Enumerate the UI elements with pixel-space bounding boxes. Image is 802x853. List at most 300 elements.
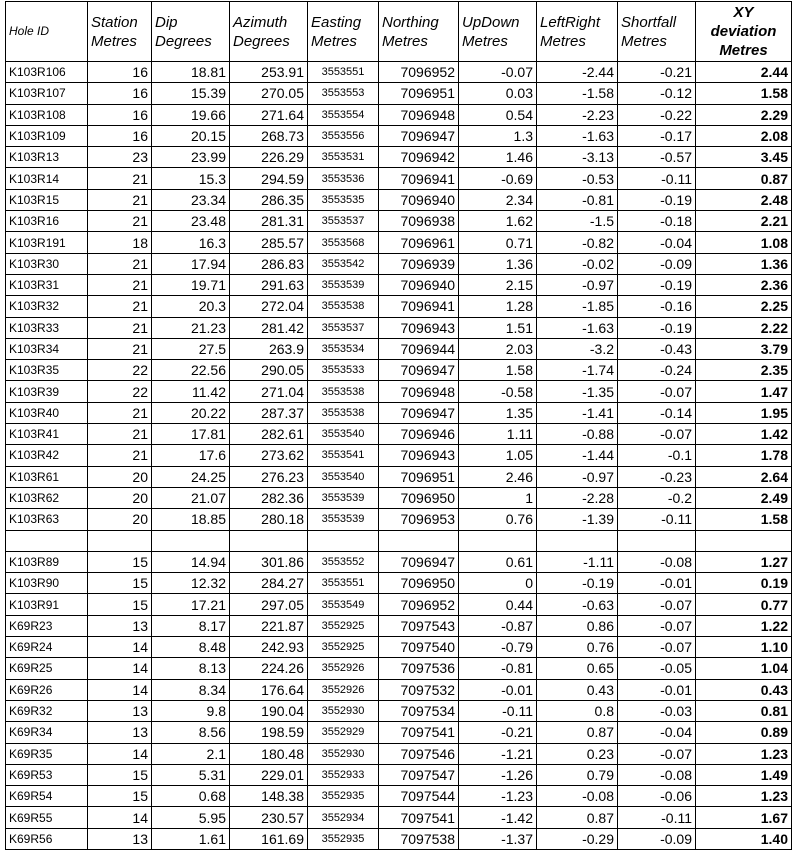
cell-updown: 1.28 [459, 296, 537, 317]
cell-easting: 3553534 [308, 338, 379, 359]
cell-station: 15 [88, 786, 152, 807]
table-body [6, 62, 792, 850]
cell-hole-id: K103R63 [6, 509, 88, 530]
cell-azimuth: 198.59 [230, 722, 308, 743]
cell-station: 21 [88, 402, 152, 423]
cell-azimuth: 272.04 [230, 296, 308, 317]
cell-northing: 7096942 [379, 147, 459, 168]
cell-shortfall: -0.04 [618, 232, 696, 253]
cell-updown: 2.03 [459, 338, 537, 359]
cell-northing: 7097543 [379, 615, 459, 636]
table-row [6, 424, 792, 445]
cell-dip: 23.48 [152, 211, 230, 232]
cell-dip: 22.56 [152, 360, 230, 381]
cell-shortfall: -0.01 [618, 679, 696, 700]
cell-hole-id: K103R40 [6, 402, 88, 423]
cell-easting: 3553538 [308, 381, 379, 402]
cell-shortfall: -0.01 [618, 573, 696, 594]
cell-leftright: -0.53 [537, 168, 618, 189]
cell-northing: 7097541 [379, 807, 459, 828]
cell-leftright: -1.63 [537, 125, 618, 146]
cell-hole-id: K103R16 [6, 211, 88, 232]
cell-xy-deviation: 2.29 [696, 104, 792, 125]
cell-xy-deviation: 1.67 [696, 807, 792, 828]
cell-northing: 7096941 [379, 168, 459, 189]
cell-easting: 3552925 [308, 637, 379, 658]
cell-updown: 2.34 [459, 189, 537, 210]
table-row [6, 338, 792, 359]
cell-shortfall: -0.18 [618, 211, 696, 232]
table-row [6, 828, 792, 849]
cell-leftright: -0.19 [537, 573, 618, 594]
cell-shortfall: -0.06 [618, 786, 696, 807]
cell-xy-deviation: 2.35 [696, 360, 792, 381]
cell-azimuth: 290.05 [230, 360, 308, 381]
cell-easting: 3553538 [308, 296, 379, 317]
cell-northing: 7096947 [379, 360, 459, 381]
cell-updown: -1.21 [459, 743, 537, 764]
cell-leftright: 0.65 [537, 658, 618, 679]
cell-xy-deviation: 1.49 [696, 764, 792, 785]
cell-azimuth: 286.35 [230, 189, 308, 210]
cell-easting: 3553554 [308, 104, 379, 125]
cell-leftright: -1.44 [537, 445, 618, 466]
cell-leftright: -0.63 [537, 594, 618, 615]
cell-dip: 23.34 [152, 189, 230, 210]
table-row [6, 487, 792, 508]
cell-xy-deviation: 2.36 [696, 274, 792, 295]
cell-shortfall: -0.17 [618, 125, 696, 146]
cell-updown: 2.46 [459, 466, 537, 487]
cell-leftright: -0.97 [537, 274, 618, 295]
cell-station: 20 [88, 466, 152, 487]
cell-station: 13 [88, 700, 152, 721]
cell-xy-deviation: 1.10 [696, 637, 792, 658]
cell-xy-deviation: 1.58 [696, 83, 792, 104]
cell-station: 16 [88, 62, 152, 83]
cell-easting: 3553535 [308, 189, 379, 210]
cell-dip: 17.81 [152, 424, 230, 445]
cell-shortfall: -0.09 [618, 828, 696, 849]
cell-updown: 0.03 [459, 83, 537, 104]
cell-hole-id: K69R23 [6, 615, 88, 636]
cell-leftright: -1.74 [537, 360, 618, 381]
cell-shortfall: -0.07 [618, 594, 696, 615]
cell-station: 20 [88, 487, 152, 508]
cell-hole-id: K103R91 [6, 594, 88, 615]
cell-northing: 7096940 [379, 189, 459, 210]
cell-easting: 3553539 [308, 509, 379, 530]
cell-easting: 3553539 [308, 274, 379, 295]
cell-easting: 3552925 [308, 615, 379, 636]
header-hole-id: Hole ID [6, 2, 88, 62]
cell-station: 14 [88, 679, 152, 700]
cell-dip: 20.22 [152, 402, 230, 423]
cell-easting: 3552933 [308, 764, 379, 785]
table-row [6, 786, 792, 807]
cell-northing: 7096944 [379, 338, 459, 359]
table-row [6, 381, 792, 402]
cell-leftright: 0.8 [537, 700, 618, 721]
table-row [6, 594, 792, 615]
cell-hole-id: K103R42 [6, 445, 88, 466]
cell-shortfall: -0.19 [618, 274, 696, 295]
cell-station: 16 [88, 83, 152, 104]
spacer-cell [379, 530, 459, 551]
cell-azimuth: 224.26 [230, 658, 308, 679]
cell-azimuth: 281.42 [230, 317, 308, 338]
cell-shortfall: -0.22 [618, 104, 696, 125]
cell-shortfall: -0.57 [618, 147, 696, 168]
cell-northing: 7096946 [379, 424, 459, 445]
cell-station: 21 [88, 296, 152, 317]
cell-updown: 0.54 [459, 104, 537, 125]
cell-northing: 7096941 [379, 296, 459, 317]
cell-updown: -1.23 [459, 786, 537, 807]
table-row [6, 466, 792, 487]
cell-northing: 7096961 [379, 232, 459, 253]
cell-xy-deviation: 1.58 [696, 509, 792, 530]
cell-shortfall: -0.04 [618, 722, 696, 743]
cell-dip: 17.21 [152, 594, 230, 615]
cell-station: 21 [88, 338, 152, 359]
cell-hole-id: K69R53 [6, 764, 88, 785]
table-row [6, 317, 792, 338]
spacer-cell [308, 530, 379, 551]
cell-leftright: -2.28 [537, 487, 618, 508]
cell-leftright: -2.44 [537, 62, 618, 83]
cell-leftright: 0.87 [537, 722, 618, 743]
cell-hole-id: K69R55 [6, 807, 88, 828]
cell-leftright: 0.86 [537, 615, 618, 636]
cell-xy-deviation: 1.78 [696, 445, 792, 466]
table-row [6, 658, 792, 679]
cell-station: 21 [88, 317, 152, 338]
cell-leftright: -2.23 [537, 104, 618, 125]
cell-shortfall: -0.1 [618, 445, 696, 466]
cell-updown: 1 [459, 487, 537, 508]
cell-updown: 1.05 [459, 445, 537, 466]
cell-easting: 3552930 [308, 700, 379, 721]
cell-dip: 5.95 [152, 807, 230, 828]
cell-easting: 3553541 [308, 445, 379, 466]
cell-station: 15 [88, 573, 152, 594]
cell-hole-id: K103R106 [6, 62, 88, 83]
table-row [6, 445, 792, 466]
cell-azimuth: 271.04 [230, 381, 308, 402]
cell-dip: 27.5 [152, 338, 230, 359]
cell-updown: -0.01 [459, 679, 537, 700]
table-row [6, 807, 792, 828]
cell-northing: 7096943 [379, 317, 459, 338]
header-xy-deviation: XY deviation Metres [696, 2, 792, 62]
cell-leftright: -3.2 [537, 338, 618, 359]
cell-easting: 3553568 [308, 232, 379, 253]
cell-northing: 7097538 [379, 828, 459, 849]
cell-station: 22 [88, 360, 152, 381]
cell-updown: 1.58 [459, 360, 537, 381]
cell-dip: 11.42 [152, 381, 230, 402]
cell-station: 22 [88, 381, 152, 402]
cell-hole-id: K103R39 [6, 381, 88, 402]
cell-azimuth: 284.27 [230, 573, 308, 594]
cell-updown: -0.81 [459, 658, 537, 679]
cell-easting: 3553536 [308, 168, 379, 189]
table-row [6, 573, 792, 594]
cell-hole-id: K103R32 [6, 296, 88, 317]
cell-updown: -0.07 [459, 62, 537, 83]
cell-shortfall: -0.23 [618, 466, 696, 487]
cell-easting: 3552926 [308, 658, 379, 679]
cell-northing: 7096943 [379, 445, 459, 466]
cell-dip: 8.34 [152, 679, 230, 700]
cell-leftright: -3.13 [537, 147, 618, 168]
table-row [6, 700, 792, 721]
header-row [6, 2, 792, 62]
cell-azimuth: 190.04 [230, 700, 308, 721]
cell-easting: 3553533 [308, 360, 379, 381]
cell-shortfall: -0.11 [618, 509, 696, 530]
cell-hole-id: K69R25 [6, 658, 88, 679]
table-row [6, 253, 792, 274]
cell-updown: -0.87 [459, 615, 537, 636]
cell-shortfall: -0.2 [618, 487, 696, 508]
cell-leftright: -1.85 [537, 296, 618, 317]
cell-azimuth: 180.48 [230, 743, 308, 764]
cell-station: 21 [88, 189, 152, 210]
cell-northing: 7096938 [379, 211, 459, 232]
cell-xy-deviation: 0.89 [696, 722, 792, 743]
cell-azimuth: 221.87 [230, 615, 308, 636]
header-azimuth: Azimuth Degrees [230, 2, 308, 62]
cell-hole-id: K103R107 [6, 83, 88, 104]
cell-xy-deviation: 3.79 [696, 338, 792, 359]
cell-updown: 0.44 [459, 594, 537, 615]
cell-leftright: -1.35 [537, 381, 618, 402]
table-row [6, 83, 792, 104]
cell-hole-id: K103R13 [6, 147, 88, 168]
cell-hole-id: K69R35 [6, 743, 88, 764]
cell-azimuth: 270.05 [230, 83, 308, 104]
cell-leftright: -1.41 [537, 402, 618, 423]
cell-easting: 3553539 [308, 487, 379, 508]
table-row [6, 637, 792, 658]
cell-xy-deviation: 1.08 [696, 232, 792, 253]
cell-northing: 7097547 [379, 764, 459, 785]
cell-dip: 8.13 [152, 658, 230, 679]
cell-hole-id: K103R31 [6, 274, 88, 295]
cell-easting: 3552935 [308, 828, 379, 849]
table-row [6, 509, 792, 530]
spacer-cell [230, 530, 308, 551]
cell-leftright: 0.23 [537, 743, 618, 764]
cell-dip: 9.8 [152, 700, 230, 721]
cell-updown: -0.11 [459, 700, 537, 721]
cell-updown: 1.51 [459, 317, 537, 338]
cell-shortfall: -0.24 [618, 360, 696, 381]
cell-xy-deviation: 1.04 [696, 658, 792, 679]
cell-xy-deviation: 1.95 [696, 402, 792, 423]
header-shortfall: Shortfall Metres [618, 2, 696, 62]
cell-shortfall: -0.07 [618, 743, 696, 764]
cell-azimuth: 280.18 [230, 509, 308, 530]
cell-hole-id: K69R56 [6, 828, 88, 849]
cell-station: 18 [88, 232, 152, 253]
cell-easting: 3553540 [308, 424, 379, 445]
cell-xy-deviation: 2.48 [696, 189, 792, 210]
cell-dip: 15.39 [152, 83, 230, 104]
cell-azimuth: 285.57 [230, 232, 308, 253]
cell-xy-deviation: 2.25 [696, 296, 792, 317]
table-row [6, 679, 792, 700]
cell-shortfall: -0.07 [618, 381, 696, 402]
cell-xy-deviation: 0.87 [696, 168, 792, 189]
cell-leftright: -0.29 [537, 828, 618, 849]
cell-dip: 12.32 [152, 573, 230, 594]
table-row [6, 62, 792, 83]
cell-shortfall: -0.16 [618, 296, 696, 317]
cell-leftright: -0.81 [537, 189, 618, 210]
cell-dip: 20.3 [152, 296, 230, 317]
cell-dip: 8.56 [152, 722, 230, 743]
cell-azimuth: 253.91 [230, 62, 308, 83]
spacer-cell [152, 530, 230, 551]
cell-azimuth: 301.86 [230, 551, 308, 572]
cell-azimuth: 176.64 [230, 679, 308, 700]
cell-azimuth: 148.38 [230, 786, 308, 807]
spacer-row [6, 530, 792, 551]
cell-northing: 7097546 [379, 743, 459, 764]
cell-station: 15 [88, 551, 152, 572]
cell-station: 15 [88, 764, 152, 785]
cell-azimuth: 281.31 [230, 211, 308, 232]
cell-northing: 7097532 [379, 679, 459, 700]
spacer-cell [696, 530, 792, 551]
cell-northing: 7096940 [379, 274, 459, 295]
cell-hole-id: K69R24 [6, 637, 88, 658]
cell-dip: 19.71 [152, 274, 230, 295]
cell-hole-id: K103R34 [6, 338, 88, 359]
table-row [6, 211, 792, 232]
cell-easting: 3552929 [308, 722, 379, 743]
cell-dip: 19.66 [152, 104, 230, 125]
cell-shortfall: -0.19 [618, 317, 696, 338]
cell-azimuth: 161.69 [230, 828, 308, 849]
cell-shortfall: -0.07 [618, 615, 696, 636]
table-row [6, 360, 792, 381]
cell-easting: 3553537 [308, 211, 379, 232]
cell-azimuth: 294.59 [230, 168, 308, 189]
cell-dip: 2.1 [152, 743, 230, 764]
header-leftright: LeftRight Metres [537, 2, 618, 62]
table-row [6, 147, 792, 168]
cell-shortfall: -0.07 [618, 424, 696, 445]
cell-xy-deviation: 2.22 [696, 317, 792, 338]
cell-azimuth: 282.61 [230, 424, 308, 445]
cell-dip: 20.15 [152, 125, 230, 146]
cell-shortfall: -0.21 [618, 62, 696, 83]
cell-easting: 3553537 [308, 317, 379, 338]
cell-northing: 7097534 [379, 700, 459, 721]
cell-xy-deviation: 1.23 [696, 743, 792, 764]
spacer-cell [459, 530, 537, 551]
cell-northing: 7096939 [379, 253, 459, 274]
spacer-cell [88, 530, 152, 551]
cell-updown: -0.79 [459, 637, 537, 658]
cell-easting: 3552935 [308, 786, 379, 807]
cell-leftright: -1.63 [537, 317, 618, 338]
cell-easting: 3552930 [308, 743, 379, 764]
cell-xy-deviation: 1.36 [696, 253, 792, 274]
cell-dip: 0.68 [152, 786, 230, 807]
cell-leftright: -1.39 [537, 509, 618, 530]
cell-northing: 7096947 [379, 551, 459, 572]
cell-northing: 7096952 [379, 594, 459, 615]
cell-station: 13 [88, 615, 152, 636]
cell-azimuth: 291.63 [230, 274, 308, 295]
cell-dip: 14.94 [152, 551, 230, 572]
table-row [6, 104, 792, 125]
cell-xy-deviation: 0.81 [696, 700, 792, 721]
cell-xy-deviation: 3.45 [696, 147, 792, 168]
cell-leftright: -1.58 [537, 83, 618, 104]
cell-hole-id: K103R35 [6, 360, 88, 381]
cell-station: 21 [88, 168, 152, 189]
cell-station: 21 [88, 445, 152, 466]
cell-station: 20 [88, 509, 152, 530]
cell-azimuth: 287.37 [230, 402, 308, 423]
table-row [6, 551, 792, 572]
cell-dip: 5.31 [152, 764, 230, 785]
cell-station: 14 [88, 807, 152, 828]
cell-updown: 1.46 [459, 147, 537, 168]
cell-shortfall: -0.43 [618, 338, 696, 359]
cell-shortfall: -0.09 [618, 253, 696, 274]
cell-hole-id: K69R34 [6, 722, 88, 743]
table-row [6, 722, 792, 743]
hole-deviation-table [5, 1, 792, 850]
cell-updown: -1.42 [459, 807, 537, 828]
cell-updown: 0.61 [459, 551, 537, 572]
cell-shortfall: -0.11 [618, 168, 696, 189]
cell-updown: 1.35 [459, 402, 537, 423]
cell-station: 21 [88, 424, 152, 445]
cell-dip: 16.3 [152, 232, 230, 253]
cell-easting: 3553549 [308, 594, 379, 615]
cell-leftright: -0.08 [537, 786, 618, 807]
cell-easting: 3552926 [308, 679, 379, 700]
cell-leftright: 0.79 [537, 764, 618, 785]
cell-shortfall: -0.14 [618, 402, 696, 423]
cell-xy-deviation: 2.64 [696, 466, 792, 487]
cell-leftright: 0.76 [537, 637, 618, 658]
table-row [6, 764, 792, 785]
cell-northing: 7097541 [379, 722, 459, 743]
cell-station: 16 [88, 125, 152, 146]
cell-xy-deviation: 2.21 [696, 211, 792, 232]
cell-leftright: -0.88 [537, 424, 618, 445]
cell-easting: 3553531 [308, 147, 379, 168]
cell-easting: 3553556 [308, 125, 379, 146]
cell-northing: 7096951 [379, 83, 459, 104]
cell-azimuth: 297.05 [230, 594, 308, 615]
cell-station: 13 [88, 828, 152, 849]
cell-northing: 7097540 [379, 637, 459, 658]
cell-dip: 18.85 [152, 509, 230, 530]
cell-northing: 7096947 [379, 402, 459, 423]
cell-dip: 23.99 [152, 147, 230, 168]
cell-shortfall: -0.07 [618, 637, 696, 658]
